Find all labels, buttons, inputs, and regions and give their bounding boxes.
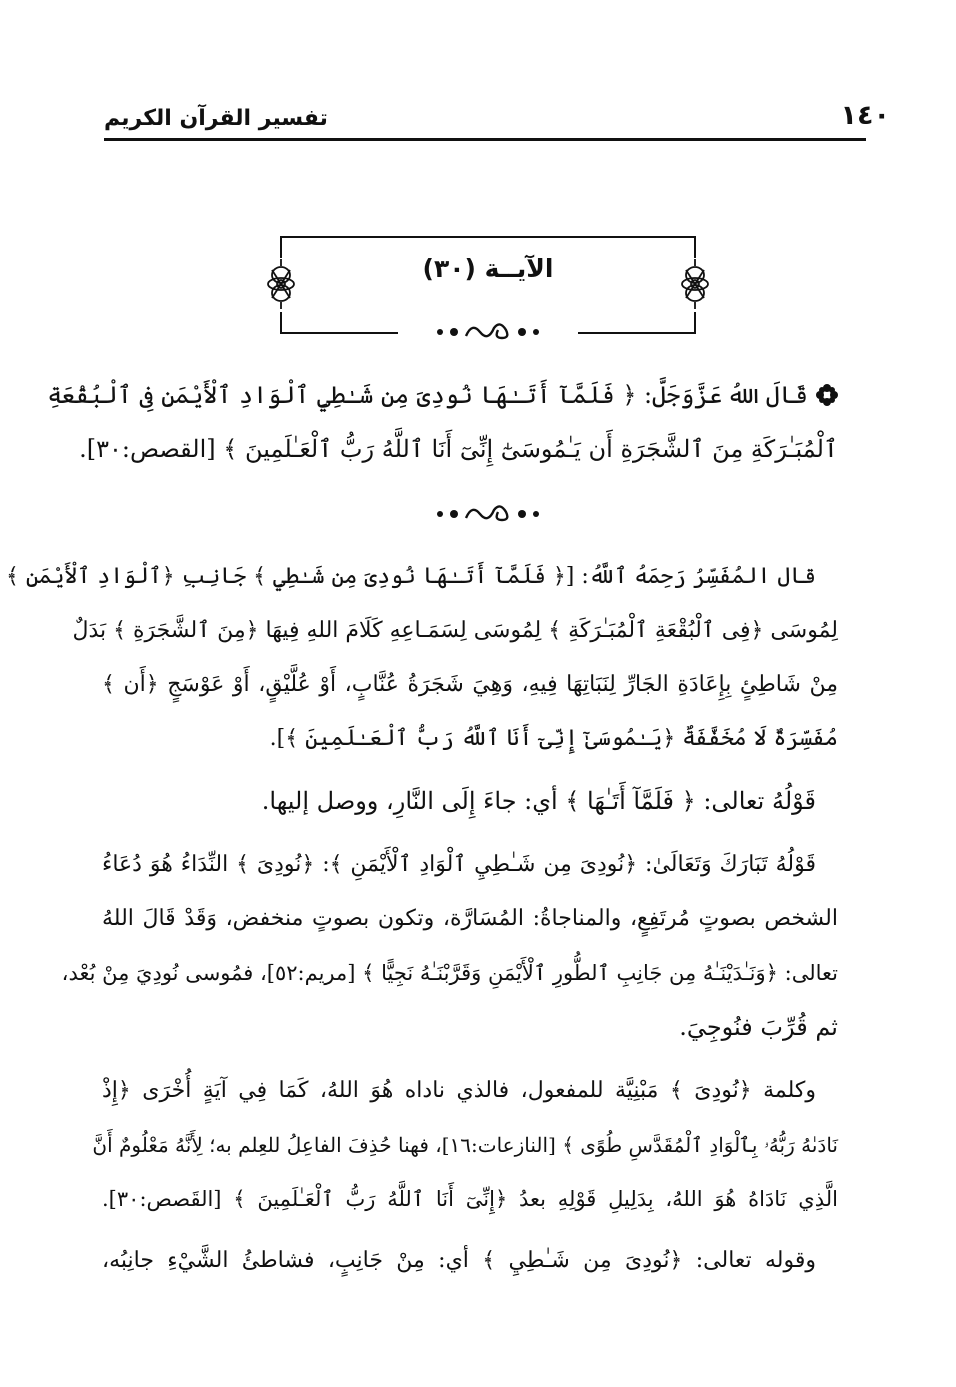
dots-ornament-icon: [432, 318, 544, 346]
commentary-line: نَادَىٰهُ رَبُّهُۥ بِٱلْوَادِ ٱلْمُقَدَّسِ طُوًى ﴾ [النازعات:١٦]، فهنا حُذِفَ الفاعِلُ للعِلم به؛ لِأَنَّهُ مَعْلُومٌ أَنَّ: [92, 1133, 838, 1157]
verse-line: [47, 378, 838, 418]
commentary-line: لِمُوسَى ﴿فِى ٱلْبُقْعَةِ ٱلْمُبَـٰرَكَةِ ﴾ لِمُوسَى لِسَمَـاعِهِ كَلَامَ اللهِ فِيهَا ﴿مِنَ ٱلشَّجَرَةِ ﴾ بَدَلٌ: [72, 618, 838, 643]
frame-bottom-right-line: [578, 332, 696, 334]
commentary-line: قَوْلُهُ تعالى: ﴿ فَلَمَّآ أَتَـٰهَا ﴾ أي: جاءَ إِلَى النَّارِ، ووصل إليها.: [261, 787, 816, 815]
page-number: ١٤٠: [840, 100, 890, 131]
commentary-line: الشخص بصوتٍ مُرتَفِعٍ، والمناجاةُ: المُسَارَّة، وتكون بصوتٍ منخفض، وَقَدْ قَالَ اللهُ: [102, 906, 838, 931]
dots-ornament-icon: [432, 500, 544, 528]
knot-ornament-icon: [680, 258, 710, 310]
header-rule: [104, 138, 866, 141]
frame-bottom-left-line: [280, 332, 398, 334]
commentary-line: الَّذِي نَادَاهُ هُوَ اللهُ، بِدَلِيلِ قَوْلِهِ بعدُ ﴿إِنِّىٓ أَنَا ٱللَّهُ رَبُّ ٱلْعَـٰلَمِينَ ﴾ [القَصص:٣٠].: [102, 1187, 838, 1211]
frame-right-edge-bottom: [694, 312, 696, 334]
commentary-line: مِنْ شَاطِئٍ بِإِعَادَةِ الجَارِّ لِنَبَاتِهَا فِيهِ، وَهِيَ شَجَرَةُ عُنَّابٍ، أَوْ عُلَّيْقٍ، أَوْ عَوْسَجٍ ﴿أَن ﴾: [102, 672, 838, 697]
commentary-line: وكلمة ﴿نُودِىَ ﴾ مَبْنِيَّة للمفعول، فالذي ناداه هُوَ اللهُ، كَمَا فِي آيَةٍ أُخْرَى ﴿إِذْ: [102, 1078, 817, 1103]
frame-left-edge-top: [280, 236, 282, 258]
commentary-line: وقوله تعالى: ﴿نُودِىَ مِن شَـٰطِيِ ﴾ أي: مِنْ جَانِبٍ، فشاطئُ الشَّيْءِ جانِبُه،: [102, 1248, 816, 1273]
commentary-line: قَوْلُهُ تَبَارَكَ وَتَعَالَىٰ: ﴿نُودِىَ مِن شَـٰطِيِ ٱلْوَادِ ٱلْأَيْمَنِ ﴾: ﴿نُودِىَ ﴾ النِّدَاءُ هُوَ دُعَاءُ: [102, 852, 816, 877]
commentary-line: تعالى: ﴿وَنَـٰدَيْنَـٰهُ مِن جَانِبِ ٱلطُّورِ ٱلْأَيْمَنِ وَقَرَّبْنَـٰهُ نَجِيًّا ﴾ [مريم:٥٢]، فمُوسى نُودِيَ مِنْ بُعْد،: [61, 961, 838, 985]
commentary-line: مُفَسِّرَةٌ لَا مُخَفَّفَةٌ ﴿يَـٰمُوسَىٰٓ إِنِّىٓ أَنَا ٱللَّهُ رَبُّ ٱلْعَـٰلَمِينَ ﴾].: [269, 726, 838, 751]
frame-right-edge-top: [694, 236, 696, 258]
ayah-number-heading: الآيــة (٣٠): [422, 254, 554, 283]
ayah-heading-frame: [280, 236, 696, 334]
verse-line: ٱلْمُبَـٰرَكَةِ مِنَ ٱلشَّجَرَةِ أَن يَـٰمُوسَىٰٓ إِنِّىٓ أَنَا ٱللَّهُ رَبُّ ٱلْعَـٰلَمِينَ ﴾ [القصص:٣٠].: [79, 435, 838, 463]
verse-text: قَالَ اللهُ عَزَّوَجَلَّ: ﴿ فَلَمَّآ أَتَـٰهَا نُودِىَ مِن شَـٰطِيِ ٱلْوَادِ ٱلْأَيْمَنِ فِى ٱلْبُقْعَةِ: [47, 381, 808, 409]
running-header-title: تفسير القرآن الكريم: [104, 106, 328, 131]
frame-top-line: [280, 236, 696, 238]
commentary-line: ثم قُرِّبَ فنُوجِيَ.: [679, 1013, 838, 1041]
knot-ornament-icon: [266, 258, 296, 310]
frame-left-edge-bottom: [280, 312, 282, 334]
commentary-line: قال المُفَسِّرُ رَحِمَهُ ٱللَّهُ: [﴿ فَلَمَّآ أَتَـٰهَا نُودِىَ مِن شَـٰطِيِ ﴾ جَانِبِ ﴿ٱلْوَادِ ٱلْأَيْمَنِ ﴾: [6, 564, 816, 589]
flower-icon: [816, 384, 838, 406]
